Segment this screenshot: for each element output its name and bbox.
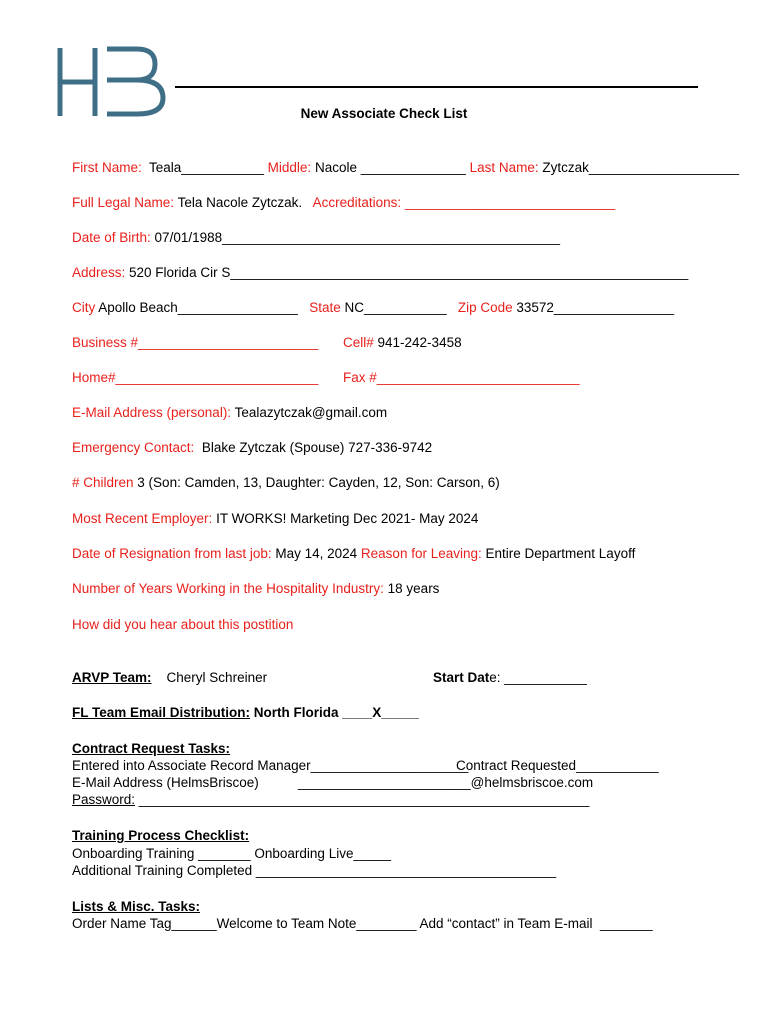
password-row: [72, 792, 589, 807]
years-row: [72, 581, 439, 596]
zip-value: 33572________________: [512, 300, 675, 315]
middle-name-value: Nacole ______________: [311, 160, 466, 175]
middle-name-label: Middle:: [267, 160, 312, 175]
dob-label: Date of Birth:: [72, 230, 151, 245]
email-row: [72, 405, 387, 420]
cell-label: Cell#: [343, 335, 374, 350]
legal-name-row: [72, 195, 615, 210]
children-label: # Children: [72, 475, 134, 490]
accreditations-label: Accreditations: ____________________________: [309, 195, 616, 210]
resignation-label: Date of Resignation from last job:: [72, 546, 272, 561]
state-value: NC___________: [340, 300, 447, 315]
reason-value: Entire Department Layoff: [481, 546, 636, 561]
emergency-row: [72, 440, 432, 455]
years-value: 18 years: [383, 581, 440, 596]
fl-team-row: [72, 705, 419, 720]
start-date-value: e: ___________: [489, 670, 587, 685]
emergency-label: Emergency Contact:: [72, 440, 195, 455]
legal-name-label: Full Legal Name:: [72, 195, 175, 210]
helms-email-value: _______________________@helmsbriscoe.com: [298, 775, 594, 790]
city-row: [72, 300, 674, 315]
employer-label: Most Recent Employer:: [72, 511, 213, 526]
lists-heading: Lists & Misc. Tasks:: [72, 899, 201, 914]
resignation-value: May 14, 2024: [271, 546, 361, 561]
start-date-row: [433, 670, 587, 685]
home-phone-label: Home#___________________________: [72, 370, 319, 385]
email-value: Tealazytczak@gmail.com: [231, 405, 388, 420]
password-label: Password:: [72, 792, 136, 807]
training-heading: Training Process Checklist:: [72, 828, 250, 843]
employer-value: IT WORKS! Marketing Dec 2021- May 2024: [212, 511, 479, 526]
password-value: ____________________________________________________________: [135, 792, 590, 807]
fl-team-value: North Florida ____X_____: [250, 705, 419, 720]
page-title: New Associate Check List: [300, 106, 468, 121]
contract-requested: Contract Requested___________: [456, 758, 659, 773]
contract-line-1: Entered into Associate Record Manager_____________________: [72, 758, 469, 773]
arvp-label: ARVP Team:: [72, 670, 152, 685]
fax-label: Fax #___________________________: [343, 370, 580, 385]
name-row: [72, 160, 739, 175]
reason-label: Reason for Leaving:: [360, 546, 482, 561]
header-rule: [175, 86, 698, 88]
address-row: [72, 265, 688, 280]
helms-email-label: E-Mail Address (HelmsBriscoe): [72, 775, 259, 790]
training-line-1: Onboarding Training _______ Onboarding Live_____: [72, 846, 391, 861]
dob-value: 07/01/1988_____________________________________________: [150, 230, 560, 245]
first-name-label: First Name:: [72, 160, 142, 175]
employer-row: [72, 511, 478, 526]
start-date-label: Start Dat: [433, 670, 490, 685]
business-phone-label: Business #________________________: [72, 335, 319, 350]
legal-name-value: Tela Nacole Zytczak.: [174, 195, 310, 210]
email-label: E-Mail Address (personal):: [72, 405, 232, 420]
city-label: City: [72, 300, 96, 315]
hear-label: How did you hear about this postition: [72, 617, 294, 632]
lists-line-1: Order Name Tag______Welcome to Team Note________ Add “contact” in Team E-mail _______: [72, 916, 653, 931]
arvp-row: [72, 670, 267, 685]
cell-value: 941-242-3458: [373, 335, 462, 350]
fl-team-label: FL Team Email Distribution:: [72, 705, 251, 720]
last-name-value: Zytczak____________________: [538, 160, 740, 175]
cell-row: [343, 335, 462, 350]
dob-row: [72, 230, 560, 245]
address-label: Address:: [72, 265, 126, 280]
training-line-2: Additional Training Completed ________________________________________: [72, 863, 557, 878]
first-name-value: Teala___________: [141, 160, 264, 175]
children-value: 3 (Son: Camden, 13, Daughter: Cayden, 12, Son: Carson, 6): [133, 475, 500, 490]
resignation-row: [72, 546, 635, 561]
state-label: State: [309, 300, 341, 315]
arvp-value: Cheryl Schreiner: [166, 670, 268, 685]
address-value: 520 Florida Cir S_____________________________________________________________: [125, 265, 689, 280]
last-name-label: Last Name:: [469, 160, 539, 175]
city-value: Apollo Beach________________: [95, 300, 298, 315]
children-row: [72, 475, 500, 490]
zip-label: Zip Code: [457, 300, 513, 315]
contract-heading: Contract Request Tasks:: [72, 741, 231, 756]
years-label: Number of Years Working in the Hospitality Industry:: [72, 581, 384, 596]
emergency-value: Blake Zytczak (Spouse) 727-336-9742: [194, 440, 433, 455]
